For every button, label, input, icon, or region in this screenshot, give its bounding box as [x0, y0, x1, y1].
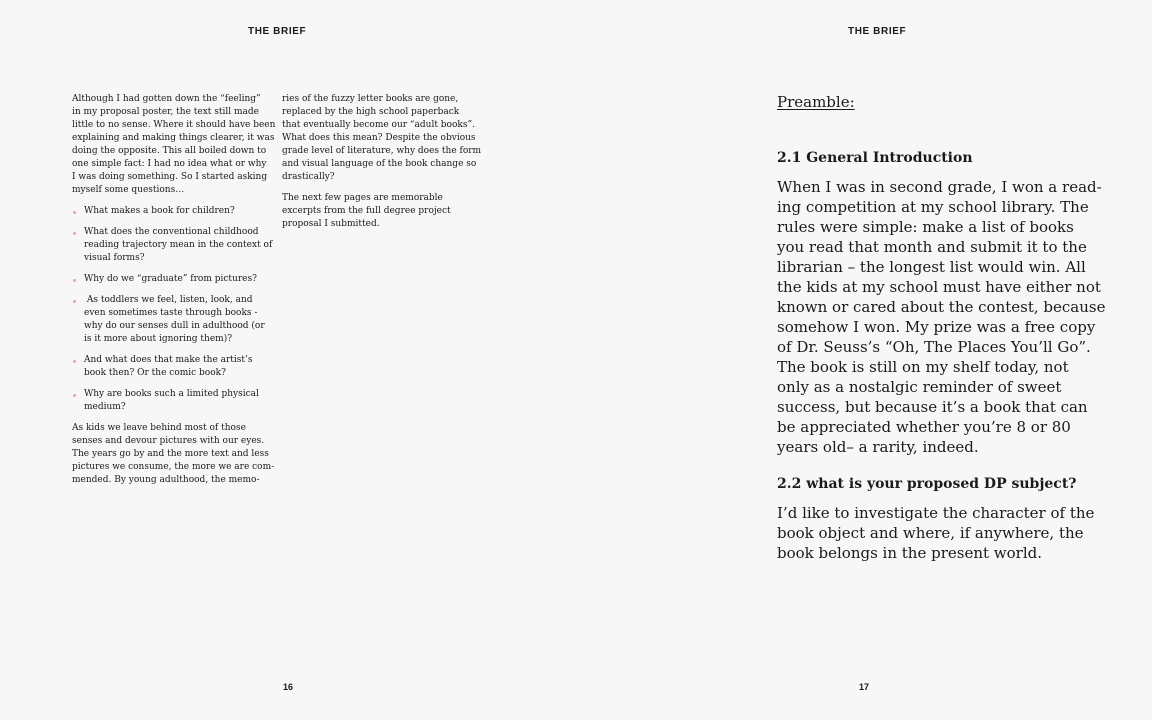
text-line: senses and devour pictures with our eyes.	[72, 436, 265, 446]
text-line: is it more about ignoring them)?	[84, 334, 233, 344]
text-line: excerpts from the full degree project	[282, 206, 451, 216]
excerpts-paragraph	[282, 192, 478, 231]
text-line: drastically?	[282, 172, 335, 182]
text-line: And what does that make the artist’s	[84, 355, 253, 365]
question-item	[72, 354, 272, 380]
text-line: visual forms?	[84, 253, 145, 263]
text-line: be appreciated whether you’re 8 or 80	[777, 418, 1071, 436]
section-heading-proposed-subject: 2.2 what is your proposed DP subject?	[777, 476, 1077, 492]
text-line: doing the opposite. This all boiled down to	[72, 146, 267, 156]
text-line: book then? Or the comic book?	[84, 368, 226, 378]
text-line: known or cared about the contest, because	[777, 298, 1106, 316]
text-line: As kids we leave behind most of those	[72, 423, 246, 433]
text-line: little to no sense. Where it should have been	[72, 120, 276, 130]
text-line: Why do we “graduate” from pictures?	[84, 274, 257, 284]
question-item	[72, 294, 272, 346]
text-line: success, but because it’s a book that can	[777, 398, 1088, 416]
left-page-column-1	[72, 93, 276, 495]
page-number-right: 17	[859, 682, 870, 692]
running-head-left: THE BRIEF	[248, 26, 307, 37]
text-line: book object and where, if anywhere, the	[777, 524, 1084, 542]
text-line: What makes a book for children?	[84, 206, 235, 216]
text-line: of Dr. Seuss’s “Oh, The Places You’ll Go”.	[777, 338, 1091, 356]
continuation-paragraph	[282, 93, 482, 184]
general-introduction-paragraph	[777, 177, 1106, 457]
text-line: I was doing something. So I started asking	[72, 172, 268, 182]
left-page-column-2	[282, 93, 482, 239]
text-line: replaced by the high school paperback	[282, 107, 460, 117]
section-heading-general-introduction: 2.1 General Introduction	[777, 150, 973, 166]
text-line: years old– a rarity, indeed.	[777, 438, 979, 456]
text-line: mended. By young adulthood, the memo-	[72, 475, 260, 485]
proposed-subject-paragraph	[777, 503, 1093, 563]
text-line: grade level of literature, why does the form	[282, 146, 482, 156]
question-item	[72, 226, 272, 265]
text-line: in my proposal poster, the text still made	[72, 107, 259, 117]
bullet-dot-icon	[73, 360, 76, 363]
text-line: medium?	[84, 402, 126, 412]
text-line: one simple fact: I had no idea what or why	[72, 159, 267, 169]
text-line: even sometimes taste through books -	[84, 308, 258, 318]
bullet-dot-icon	[73, 394, 76, 397]
bullet-dot-icon	[73, 300, 76, 303]
text-line: As toddlers we feel, listen, look, and	[84, 295, 253, 305]
question-list	[72, 205, 272, 414]
text-line: The book is still on my shelf today, not	[777, 358, 1069, 376]
text-line: The years go by and the more text and less	[72, 449, 269, 459]
text-line: The next few pages are memorable	[282, 193, 443, 203]
preamble-heading: Preamble:	[777, 93, 855, 111]
text-line: explaining and making things clearer, it was	[72, 133, 275, 143]
text-line: Why are books such a limited physical	[84, 389, 259, 399]
text-line: and visual language of the book change so	[282, 159, 477, 169]
text-line: ries of the fuzzy letter books are gone,	[282, 94, 459, 104]
text-line: why do our senses dull in adulthood (or	[84, 321, 265, 331]
page-number-left: 16	[283, 682, 294, 692]
text-line: proposal I submitted.	[282, 219, 380, 229]
text-line: the kids at my school must have either not	[777, 278, 1101, 296]
bullet-dot-icon	[73, 211, 76, 214]
bullet-dot-icon	[73, 279, 76, 282]
text-line: somehow I won. My prize was a free copy	[777, 318, 1096, 336]
text-line: librarian – the longest list would win. All	[777, 258, 1086, 276]
text-line: rules were simple: make a list of books	[777, 218, 1074, 236]
question-item	[72, 273, 272, 286]
text-line: reading trajectory mean in the context of	[84, 240, 273, 250]
intro-paragraph	[72, 93, 276, 197]
text-line: I’d like to investigate the character of the	[777, 504, 1095, 522]
text-line: ing competition at my school library. The	[777, 198, 1089, 216]
text-line: myself some questions…	[72, 185, 185, 195]
text-line: that eventually become our “adult books”.	[282, 120, 475, 130]
outro-paragraph	[72, 422, 275, 487]
question-item	[72, 205, 272, 218]
text-line: you read that month and submit it to the	[777, 238, 1087, 256]
text-line: Although I had gotten down the “feeling”	[72, 94, 261, 104]
text-line: What does this mean? Despite the obvious	[282, 133, 476, 143]
bullet-dot-icon	[73, 232, 76, 235]
running-head-right: THE BRIEF	[848, 26, 907, 37]
question-item	[72, 388, 272, 414]
text-line: When I was in second grade, I won a read-	[777, 178, 1102, 196]
text-line: only as a nostalgic reminder of sweet	[777, 378, 1062, 396]
text-line: What does the conventional childhood	[84, 227, 259, 237]
text-line: book belongs in the present world.	[777, 544, 1043, 562]
text-line: pictures we consume, the more we are com-	[72, 462, 275, 472]
